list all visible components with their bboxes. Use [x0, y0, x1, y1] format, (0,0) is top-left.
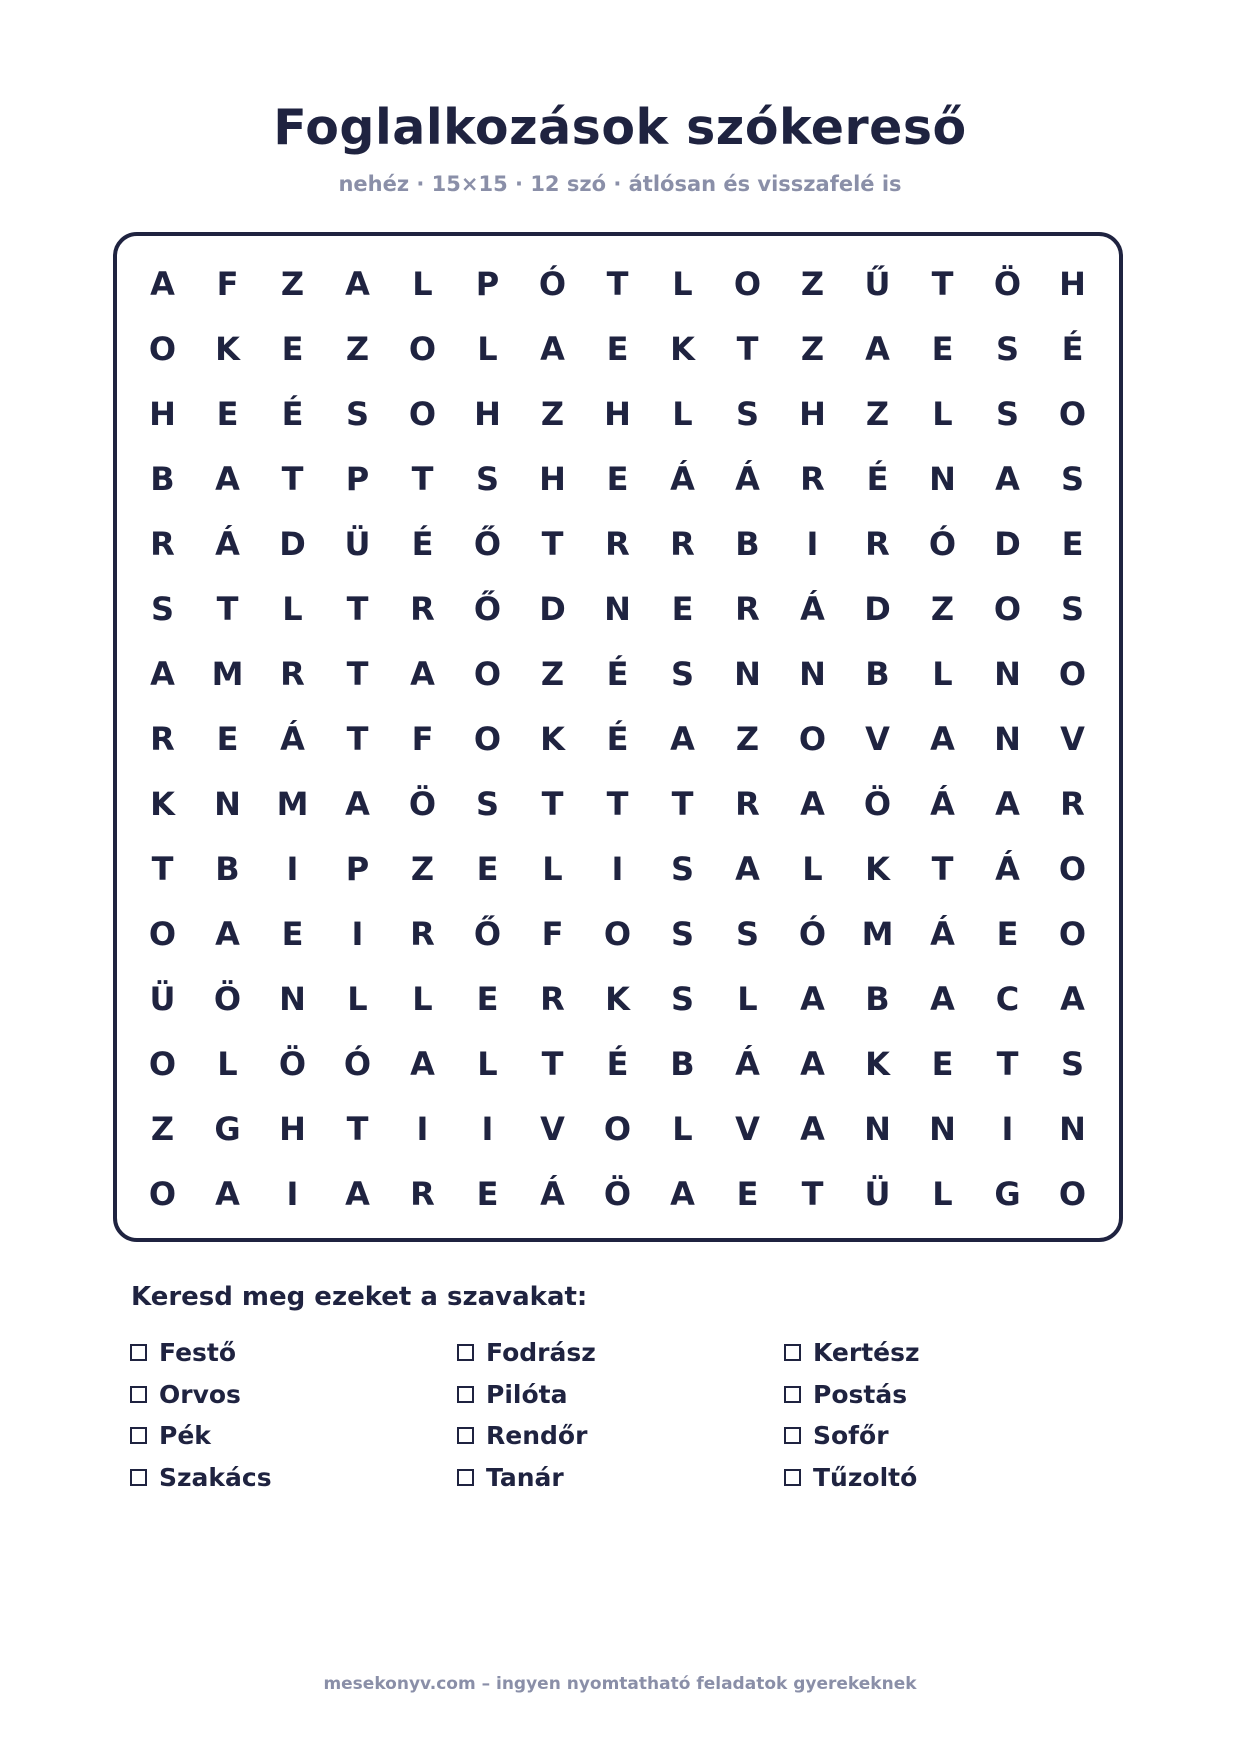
grid-letter[interactable]: S [670, 654, 695, 693]
grid-letter[interactable]: T [606, 784, 629, 823]
grid-letter[interactable]: S [670, 979, 695, 1018]
grid-letter[interactable]: L [347, 979, 368, 1018]
grid-letter[interactable]: D [539, 589, 566, 628]
grid-letter[interactable]: O [473, 654, 502, 693]
word-label: Pék [159, 1421, 211, 1451]
grid-letter[interactable]: Á [800, 589, 825, 628]
grid-letter[interactable]: S [345, 394, 370, 433]
word-checkbox[interactable] [130, 1469, 147, 1486]
word-label: Orvos [159, 1379, 241, 1409]
grid-letter[interactable]: Z [280, 264, 305, 303]
grid-letter[interactable]: A [215, 914, 240, 953]
grid-letter[interactable]: Z [150, 1109, 175, 1148]
grid-letter[interactable]: L [672, 394, 693, 433]
grid-letter[interactable]: E [671, 589, 694, 628]
grid-letter[interactable]: A [150, 264, 175, 303]
grid-letter[interactable]: S [150, 589, 175, 628]
grid-letter[interactable]: Ü [344, 524, 371, 563]
grid-letter[interactable]: H [539, 459, 566, 498]
grid-letter[interactable]: V [1060, 719, 1085, 758]
grid-letter[interactable]: T [541, 784, 564, 823]
grid-letter[interactable]: S [995, 329, 1020, 368]
grid-letter[interactable]: C [995, 979, 1020, 1018]
grid-letter[interactable]: L [672, 1109, 693, 1148]
grid-letter[interactable]: S [735, 394, 760, 433]
grid-letter[interactable]: K [150, 784, 175, 823]
grid-letter[interactable]: O [1058, 849, 1087, 888]
grid-letter[interactable]: T [281, 459, 304, 498]
grid-letter[interactable]: É [866, 459, 889, 498]
grid-letter[interactable]: Ó [343, 1044, 372, 1083]
word-list-item [457, 1415, 784, 1457]
grid-letter[interactable]: R [410, 914, 435, 953]
grid-letter[interactable]: B [150, 459, 175, 498]
word-list-item [784, 1457, 1110, 1499]
grid-letter[interactable]: T [216, 589, 239, 628]
grid-letter[interactable]: R [410, 1174, 435, 1213]
grid-letter[interactable]: R [800, 459, 825, 498]
grid-letter[interactable]: D [994, 524, 1021, 563]
grid-letter[interactable]: O [148, 1044, 177, 1083]
grid-letter[interactable]: Z [735, 719, 760, 758]
word-label: Rendőr [486, 1421, 588, 1451]
grid-letter[interactable]: T [151, 849, 174, 888]
grid-letter[interactable]: K [670, 329, 695, 368]
grid-letter[interactable]: Ó [538, 264, 567, 303]
grid-letter[interactable]: T [346, 589, 369, 628]
page-subtitle: nehéz · 15×15 · 12 szó · átlósan és visszafelé is [338, 172, 902, 196]
grid-letter[interactable]: S [995, 394, 1020, 433]
grid-letter[interactable]: S [1060, 459, 1085, 498]
grid-letter[interactable]: K [865, 1044, 890, 1083]
grid-letter[interactable]: A [410, 654, 435, 693]
grid-letter[interactable]: K [605, 979, 630, 1018]
grid-letter[interactable]: M [211, 654, 244, 693]
grid-letter[interactable]: S [475, 459, 500, 498]
grid-letter[interactable]: L [737, 979, 758, 1018]
grid-letter[interactable]: Z [410, 849, 435, 888]
grid-letter[interactable]: M [276, 784, 309, 823]
grid-letter[interactable]: R [1060, 784, 1085, 823]
grid-letter[interactable]: T [346, 1109, 369, 1148]
grid-letter[interactable]: A [800, 1044, 825, 1083]
grid-letter[interactable]: E [931, 329, 954, 368]
word-list-item [130, 1415, 457, 1457]
grid-letter[interactable]: O [993, 589, 1022, 628]
grid-letter[interactable]: Z [800, 329, 825, 368]
grid-letter[interactable]: Á [540, 1174, 565, 1213]
page-title: Foglalkozások szókereső [273, 99, 967, 156]
word-label: Tűzoltó [813, 1462, 918, 1492]
grid-letter[interactable]: H [799, 394, 826, 433]
grid-letter[interactable]: Á [215, 524, 240, 563]
grid-letter[interactable]: Ö [213, 979, 242, 1018]
grid-letter[interactable]: L [802, 849, 823, 888]
word-label: Fodrász [486, 1338, 596, 1368]
grid-letter[interactable]: R [540, 979, 565, 1018]
grid-letter[interactable]: T [736, 329, 759, 368]
grid-letter[interactable]: E [216, 719, 239, 758]
word-checkbox[interactable] [130, 1427, 147, 1444]
word-label: Kertész [813, 1338, 920, 1368]
grid-letter[interactable]: I [481, 1109, 494, 1148]
grid-letter[interactable]: H [279, 1109, 306, 1148]
grid-letter[interactable]: I [286, 849, 299, 888]
word-list-item [784, 1415, 1110, 1457]
grid-letter[interactable]: E [606, 329, 629, 368]
grid-letter[interactable]: K [865, 849, 890, 888]
grid-letter[interactable]: O [148, 914, 177, 953]
grid-letter[interactable]: S [670, 914, 695, 953]
word-list-item [457, 1332, 784, 1374]
grid-letter[interactable]: Á [670, 459, 695, 498]
word-list-item [784, 1374, 1110, 1416]
grid-letter[interactable]: I [611, 849, 624, 888]
grid-letter[interactable]: Ö [278, 1044, 307, 1083]
grid-letter[interactable]: E [606, 459, 629, 498]
word-list-item [130, 1332, 457, 1374]
grid-letter[interactable]: Ő [473, 589, 502, 628]
grid-letter[interactable]: B [865, 654, 890, 693]
grid-letter[interactable]: A [215, 1174, 240, 1213]
grid-letter[interactable]: T [411, 459, 434, 498]
grid-letter[interactable]: L [932, 1174, 953, 1213]
grid-letter[interactable]: A [800, 784, 825, 823]
grid-letter[interactable]: A [150, 654, 175, 693]
grid-letter[interactable]: F [541, 914, 564, 953]
grid-letter[interactable]: O [603, 1109, 632, 1148]
grid-letter[interactable]: O [733, 264, 762, 303]
grid-letter[interactable]: A [800, 979, 825, 1018]
grid-letter[interactable]: Z [865, 394, 890, 433]
grid-letter[interactable]: Ö [603, 1174, 632, 1213]
grid-letter[interactable]: G [214, 1109, 241, 1148]
grid-letter[interactable]: É [606, 719, 629, 758]
grid-letter[interactable]: I [416, 1109, 429, 1148]
grid-letter[interactable]: É [606, 1044, 629, 1083]
grid-letter[interactable]: Ü [864, 1174, 891, 1213]
word-list-item [457, 1374, 784, 1416]
grid-letter[interactable]: A [865, 329, 890, 368]
grid-letter[interactable]: N [1059, 1109, 1086, 1148]
grid-letter[interactable]: Z [540, 654, 565, 693]
grid-letter[interactable]: O [798, 719, 827, 758]
puzzle-grid [130, 251, 1105, 1226]
word-checkbox[interactable] [457, 1427, 474, 1444]
grid-letter[interactable]: S [1060, 589, 1085, 628]
grid-letter[interactable]: R [150, 524, 175, 563]
word-list-item [784, 1332, 1110, 1374]
page-footer: mesekonyv.com – ingyen nyomtatható feladatok gyerekeknek [323, 1674, 917, 1694]
grid-letter[interactable]: E [476, 979, 499, 1018]
word-label: Sofőr [813, 1421, 889, 1451]
grid-letter[interactable]: Á [995, 849, 1020, 888]
grid-letter[interactable]: T [606, 264, 629, 303]
grid-letter[interactable]: E [476, 849, 499, 888]
grid-letter[interactable]: V [540, 1109, 565, 1148]
grid-letter[interactable]: R [280, 654, 305, 693]
word-checkbox[interactable] [457, 1344, 474, 1361]
word-label: Szakács [159, 1462, 272, 1492]
grid-letter[interactable]: Ű [864, 264, 891, 303]
grid-letter[interactable]: Ö [408, 784, 437, 823]
grid-letter[interactable]: Z [800, 264, 825, 303]
grid-letter[interactable]: L [217, 1044, 238, 1083]
grid-letter[interactable]: R [605, 524, 630, 563]
grid-letter[interactable]: R [150, 719, 175, 758]
grid-letter[interactable]: B [865, 979, 890, 1018]
grid-letter[interactable]: A [800, 1109, 825, 1148]
grid-letter[interactable]: T [346, 719, 369, 758]
grid-letter[interactable]: A [995, 784, 1020, 823]
grid-letter[interactable]: I [1001, 1109, 1014, 1148]
word-checkbox[interactable] [130, 1344, 147, 1361]
grid-letter[interactable]: T [346, 654, 369, 693]
grid-letter[interactable]: E [931, 1044, 954, 1083]
grid-letter[interactable]: L [282, 589, 303, 628]
grid-letter[interactable]: H [474, 394, 501, 433]
grid-letter[interactable]: E [216, 394, 239, 433]
grid-letter[interactable]: P [345, 459, 370, 498]
grid-letter[interactable]: É [1061, 329, 1084, 368]
grid-letter[interactable]: N [214, 784, 241, 823]
grid-letter[interactable]: A [670, 719, 695, 758]
grid-letter[interactable]: Á [930, 914, 955, 953]
grid-letter[interactable]: N [994, 654, 1021, 693]
grid-letter[interactable]: Á [930, 784, 955, 823]
word-label: Postás [813, 1379, 908, 1409]
grid-letter[interactable]: H [604, 394, 631, 433]
grid-letter[interactable]: A [215, 459, 240, 498]
grid-letter[interactable]: O [1058, 654, 1087, 693]
grid-letter[interactable]: Á [735, 459, 760, 498]
grid-letter[interactable]: P [475, 264, 500, 303]
grid-letter[interactable]: A [540, 329, 565, 368]
grid-letter[interactable]: N [929, 459, 956, 498]
grid-letter[interactable]: O [1058, 1174, 1087, 1213]
word-list-item [130, 1457, 457, 1499]
grid-letter[interactable]: Á [280, 719, 305, 758]
grid-letter[interactable]: Z [345, 329, 370, 368]
grid-letter[interactable]: A [930, 719, 955, 758]
grid-letter[interactable]: T [931, 264, 954, 303]
grid-letter[interactable]: R [670, 524, 695, 563]
grid-letter[interactable]: S [735, 914, 760, 953]
grid-letter[interactable]: Ő [473, 524, 502, 563]
grid-letter[interactable]: O [603, 914, 632, 953]
grid-letter[interactable]: N [604, 589, 631, 628]
grid-letter[interactable]: E [996, 914, 1019, 953]
grid-letter[interactable]: L [477, 329, 498, 368]
word-checkbox[interactable] [457, 1469, 474, 1486]
grid-letter[interactable]: O [408, 394, 437, 433]
grid-letter[interactable]: K [540, 719, 565, 758]
grid-letter[interactable]: R [735, 784, 760, 823]
word-checkbox[interactable] [457, 1386, 474, 1403]
grid-letter[interactable]: E [1061, 524, 1084, 563]
grid-letter[interactable]: I [286, 1174, 299, 1213]
grid-letter[interactable]: Ő [473, 914, 502, 953]
grid-letter[interactable]: O [148, 1174, 177, 1213]
grid-letter[interactable]: A [345, 1174, 370, 1213]
grid-letter[interactable]: Ö [993, 264, 1022, 303]
grid-letter[interactable]: M [861, 914, 894, 953]
grid-letter[interactable]: B [215, 849, 240, 888]
word-checkbox[interactable] [784, 1344, 801, 1361]
grid-letter[interactable]: É [281, 394, 304, 433]
grid-letter[interactable]: T [801, 1174, 824, 1213]
word-checkbox[interactable] [784, 1386, 801, 1403]
grid-letter[interactable]: Ó [798, 914, 827, 953]
word-checkbox[interactable] [130, 1386, 147, 1403]
grid-letter[interactable]: E [281, 329, 304, 368]
grid-letter[interactable]: T [671, 784, 694, 823]
word-list-item [130, 1374, 457, 1416]
grid-letter[interactable]: N [929, 1109, 956, 1148]
grid-letter[interactable]: L [932, 394, 953, 433]
grid-letter[interactable]: S [1060, 1044, 1085, 1083]
grid-letter[interactable]: T [541, 524, 564, 563]
grid-letter[interactable]: É [606, 654, 629, 693]
grid-letter[interactable]: V [865, 719, 890, 758]
grid-letter[interactable]: N [734, 654, 761, 693]
grid-letter[interactable]: Ü [149, 979, 176, 1018]
grid-letter[interactable]: D [864, 589, 891, 628]
grid-letter[interactable]: K [215, 329, 240, 368]
grid-letter[interactable]: Ó [928, 524, 957, 563]
word-label: Tanár [486, 1462, 564, 1492]
grid-letter[interactable]: A [930, 979, 955, 1018]
grid-letter[interactable]: N [799, 654, 826, 693]
grid-letter[interactable]: A [670, 1174, 695, 1213]
word-checkbox[interactable] [784, 1469, 801, 1486]
grid-letter[interactable]: D [279, 524, 306, 563]
grid-letter[interactable]: F [216, 264, 239, 303]
grid-letter[interactable]: Z [540, 394, 565, 433]
grid-letter[interactable]: A [345, 784, 370, 823]
grid-letter[interactable]: R [865, 524, 890, 563]
grid-letter[interactable]: A [1060, 979, 1085, 1018]
grid-letter[interactable]: N [864, 1109, 891, 1148]
grid-letter[interactable]: Ö [863, 784, 892, 823]
grid-letter[interactable]: O [148, 329, 177, 368]
grid-letter[interactable]: A [995, 459, 1020, 498]
grid-letter[interactable]: N [994, 719, 1021, 758]
grid-letter[interactable]: I [351, 914, 364, 953]
grid-letter[interactable]: P [345, 849, 370, 888]
grid-letter[interactable]: L [412, 264, 433, 303]
word-label: Festő [159, 1338, 237, 1368]
grid-letter[interactable]: L [542, 849, 563, 888]
grid-letter[interactable]: O [1058, 914, 1087, 953]
grid-letter[interactable]: T [541, 1044, 564, 1083]
grid-letter[interactable]: A [410, 1044, 435, 1083]
grid-letter[interactable]: H [1059, 264, 1086, 303]
grid-letter[interactable]: L [412, 979, 433, 1018]
grid-letter[interactable]: Z [930, 589, 955, 628]
word-list-item [457, 1457, 784, 1499]
grid-letter[interactable]: E [476, 1174, 499, 1213]
grid-letter[interactable]: B [670, 1044, 695, 1083]
grid-letter[interactable]: O [473, 719, 502, 758]
grid-letter[interactable]: S [670, 849, 695, 888]
grid-letter[interactable]: E [281, 914, 304, 953]
grid-letter[interactable]: E [736, 1174, 759, 1213]
grid-letter[interactable]: A [735, 849, 760, 888]
grid-letter[interactable]: Á [735, 1044, 760, 1083]
grid-letter[interactable]: B [735, 524, 760, 563]
grid-letter[interactable]: I [806, 524, 819, 563]
grid-letter[interactable]: L [477, 1044, 498, 1083]
grid-letter[interactable]: É [411, 524, 434, 563]
grid-letter[interactable]: V [735, 1109, 760, 1148]
grid-letter[interactable]: O [408, 329, 437, 368]
grid-letter[interactable]: F [411, 719, 434, 758]
grid-letter[interactable]: S [475, 784, 500, 823]
word-checkbox[interactable] [784, 1427, 801, 1444]
grid-letter[interactable]: T [996, 1044, 1019, 1083]
grid-letter[interactable]: R [735, 589, 760, 628]
grid-letter[interactable]: T [931, 849, 954, 888]
word-list [130, 1332, 1110, 1498]
word-list-heading: Keresd meg ezeket a szavakat: [131, 1282, 588, 1312]
grid-letter[interactable]: H [149, 394, 176, 433]
grid-letter[interactable]: N [279, 979, 306, 1018]
grid-letter[interactable]: L [672, 264, 693, 303]
grid-letter[interactable]: G [994, 1174, 1021, 1213]
grid-letter[interactable]: A [345, 264, 370, 303]
grid-letter[interactable]: R [410, 589, 435, 628]
grid-letter[interactable]: O [1058, 394, 1087, 433]
grid-letter[interactable]: L [932, 654, 953, 693]
word-label: Pilóta [486, 1379, 568, 1409]
